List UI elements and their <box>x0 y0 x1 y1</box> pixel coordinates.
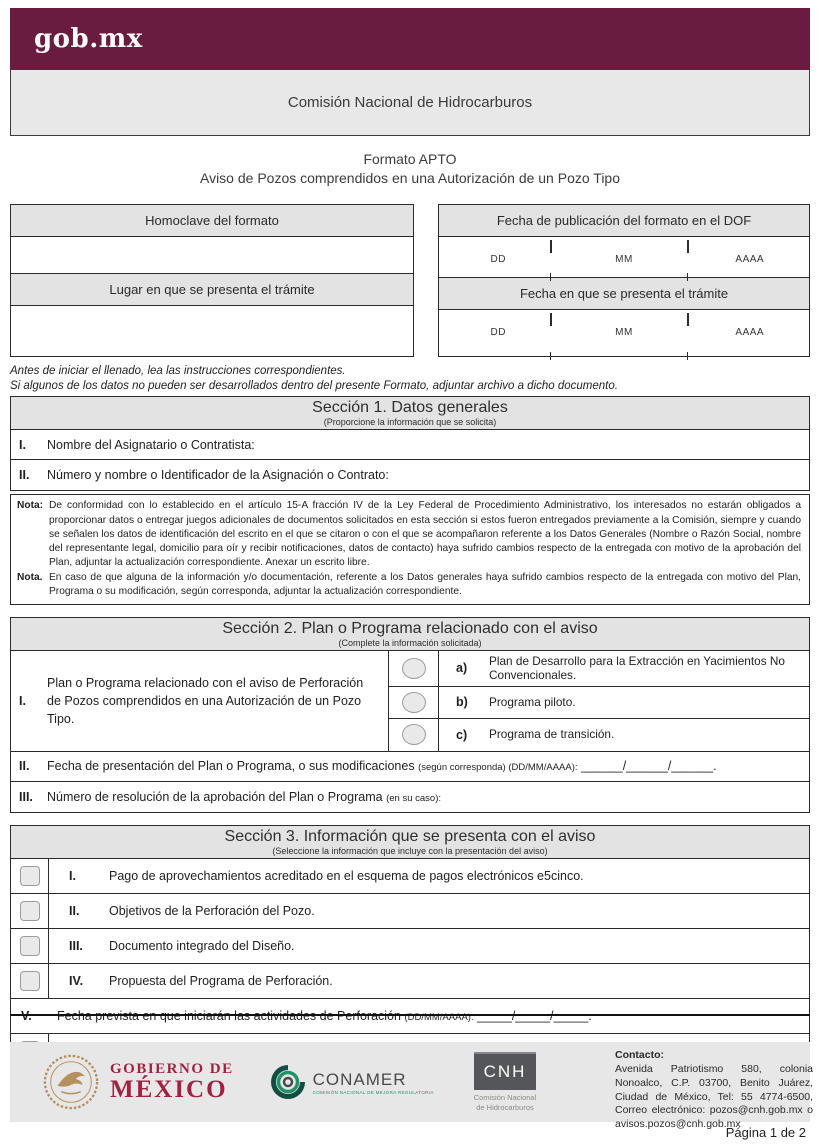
row-label: Documento integrado del Diseño. <box>109 938 295 953</box>
footer-divider <box>10 1014 810 1016</box>
mexico-eagle-seal-icon <box>42 1053 100 1111</box>
option-row-b <box>389 687 809 719</box>
section-1-notes <box>10 494 810 605</box>
section-1-row-numero[interactable] <box>11 460 809 490</box>
row-numeral: I. <box>69 868 76 883</box>
pre-fill-instructions <box>10 364 810 393</box>
checkbox-cell <box>11 859 49 893</box>
page-number: Página 1 de 2 <box>725 1125 806 1140</box>
option-label: Programa de transición. <box>489 727 615 742</box>
date-blank[interactable]: _____/_____/_____. <box>477 1008 592 1023</box>
section-1-title: Sección 1. Datos generales <box>312 399 508 417</box>
row-label: Pago de aprovechamientos acreditado en el esquema de pagos electrónicos e5cinco. <box>109 868 584 883</box>
date-separator <box>550 240 552 253</box>
row-numeral: II. <box>19 468 30 483</box>
section-2 <box>10 617 810 812</box>
section-1-header <box>11 397 809 430</box>
agency-bar <box>10 70 810 136</box>
section-2-row-resolucion[interactable] <box>11 782 809 812</box>
date-separator-stub <box>687 352 688 360</box>
cnh-box-icon: CNH <box>474 1052 536 1090</box>
form-title-line1: Formato APTO <box>363 151 457 167</box>
mm-label: MM <box>615 253 633 265</box>
lugar-header: Lugar en que se presenta el trámite <box>11 273 413 306</box>
mm-label: MM <box>615 326 633 338</box>
section-3-row-pago <box>11 859 809 894</box>
row-label-small: (según corresponda) (DD/MM/AAAA): <box>418 762 578 773</box>
checkbox-propuesta[interactable] <box>20 971 40 991</box>
row-numeral: IV. <box>69 973 84 988</box>
fecha-tramite-header: Fecha en que se presenta el trámite <box>439 277 809 310</box>
option-row-a <box>389 651 809 686</box>
section-2-plan-row <box>11 651 809 751</box>
homoclave-input[interactable] <box>11 237 413 273</box>
row-label-small: (DD/MM/AAAA): <box>404 1011 474 1023</box>
row-label: Fecha de presentación del Plan o Programa, o sus modificaciones (según corresponda) (DD/MM/AAAA): ______/______/______. <box>47 759 717 773</box>
lugar-input[interactable] <box>11 306 413 350</box>
form-title <box>10 150 810 188</box>
date-separator-stub <box>687 273 688 281</box>
contact-block <box>615 1049 813 1132</box>
radio-cell <box>389 719 439 751</box>
row-label: Fecha prevista en que iniciarán las actividades de Perforación (DD/MM/AAAA): _____/_____/_____. <box>57 1008 592 1023</box>
section-2-subtitle: (Complete la información solicitada) <box>338 638 482 649</box>
section-1-subtitle: (Proporcione la información que se solicita) <box>323 417 497 428</box>
note-label: Nota: <box>17 500 44 512</box>
date-separator <box>687 240 689 253</box>
date-separator-stub <box>550 352 551 360</box>
row-label: Plan o Programa relacionado con el aviso de Perforación de Pozos comprendidos en una Autorización de un Pozo Tipo. <box>47 675 364 726</box>
checkbox-cell <box>11 929 49 963</box>
radio-button-c[interactable] <box>402 724 426 745</box>
gobierno-de-mexico-wordmark: GOBIERNO DE MÉXICO <box>110 1061 234 1103</box>
radio-cell <box>389 651 439 685</box>
note-item <box>17 571 801 600</box>
date-blank[interactable]: ______/______/______. <box>581 759 717 773</box>
row-label: Número de resolución de la aprobación del Plan o Programa (en su caso): <box>47 789 442 804</box>
note-item <box>17 499 801 570</box>
conamer-logo <box>268 1062 434 1102</box>
row-label: Objetivos de la Perforación del Pozo. <box>109 903 315 918</box>
row-label-small: (en su caso): <box>386 792 442 804</box>
dd-label: DD <box>490 253 506 265</box>
gobmx-wordmark: gob.mx <box>34 24 143 54</box>
footer <box>10 1042 813 1131</box>
date-separator <box>550 313 552 326</box>
section-2-header <box>11 618 809 651</box>
fecha-dof-input[interactable] <box>439 237 809 277</box>
contact-text: Avenida Patriotismo 580, colonia Nonoalco, C.P. 03700, Benito Juárez, Ciudad de México, Tel: 55 4774-6500, Correo electrónico: pozos@cnh.gob.mx o avisos.pozos@cnh.gob.mx <box>615 1062 813 1131</box>
note-text: De conformidad con lo establecido en el artículo 15-A fracción IV de la Ley Federal de Procedimiento Administrativo, los interesados no estarán obligados a proporcionar datos o entregar juegos adicionales de documentos solicitados en esta sección si estos fueron entregados previamente a la Comisión, siempre y cuando se señalen los datos de identificación del escrito en el que se citaron o con el que se acompañaron referente a los Datos Generales (Nombre o Razón Social, nombre del representante legal, domicilio para oír y recibir notificaciones, datos de contacto) haya sufrido cambios respecto de la entregada con motivo de la aprobación del Plan, adjuntar la actualización correspondiente. Anexar un escrito libre. <box>49 500 801 569</box>
option-letter: a) <box>456 661 468 676</box>
checkbox-cell <box>11 894 49 928</box>
date-field-labels <box>439 327 809 338</box>
gobierno-de-mexico-logo <box>42 1053 234 1111</box>
date-field-labels <box>439 254 809 265</box>
row-numeral: II. <box>19 759 30 773</box>
note-text: En caso de que alguna de la información y/o documentación, referente a los Datos generales haya sufrido cambios respecto de la entregada con motivo del Plan, Programa o su modificación, según corresponda, adjuntar la actualización correspondiente. <box>49 571 801 597</box>
section-3-row-documento <box>11 929 809 964</box>
row-label: Nombre del Asignatario o Contratista: <box>47 437 255 452</box>
row-numeral: I. <box>19 437 26 452</box>
fechas-table <box>438 204 810 357</box>
section-1-row-nombre[interactable] <box>11 430 809 460</box>
note-label: Nota. <box>17 571 43 583</box>
conamer-rings-icon <box>268 1062 308 1102</box>
section-2-row-fecha[interactable] <box>11 752 809 782</box>
section-1 <box>10 396 810 491</box>
conamer-text: CONAMER COMISIÓN NACIONAL DE MEJORA REGULATORIA <box>312 1069 434 1095</box>
cnh-logo <box>474 1052 537 1113</box>
section-3-row-objetivos <box>11 894 809 929</box>
checkbox-pago[interactable] <box>20 866 40 886</box>
fecha-tramite-input[interactable] <box>439 310 809 356</box>
date-separator-stub <box>550 273 551 281</box>
info-boxes-row <box>10 204 810 357</box>
option-label: Plan de Desarrollo para la Extracción en Yacimientos No Convencionales. <box>489 654 785 683</box>
plan-options <box>389 651 809 750</box>
radio-button-b[interactable] <box>402 692 426 713</box>
checkbox-documento[interactable] <box>20 936 40 956</box>
row-numeral: II. <box>69 903 80 918</box>
plan-question <box>11 651 389 750</box>
checkbox-cell <box>11 964 49 998</box>
contact-label: Contacto: <box>615 1049 664 1061</box>
section-2-title: Sección 2. Plan o Programa relacionado con el aviso <box>222 620 598 638</box>
radio-cell <box>389 687 439 718</box>
dd-label: DD <box>490 326 506 338</box>
row-numeral: V. <box>21 1008 32 1023</box>
section-3-row-propuesta <box>11 964 809 999</box>
gobmx-header-bar <box>10 8 810 70</box>
section-3-title: Sección 3. Información que se presenta con el aviso <box>224 827 596 845</box>
section-3 <box>10 825 810 1070</box>
instruction-line1: Antes de iniciar el llenado, lea las instrucciones correspondientes. <box>10 364 346 377</box>
homoclave-table <box>10 204 414 357</box>
option-label: Programa piloto. <box>489 694 576 709</box>
instruction-line2: Si algunos de los datos no pueden ser desarrollados dentro del presente Formato, adjuntar archivo a dicho documento. <box>10 379 618 392</box>
cnh-caption: Comisión Nacional de Hidrocarburos <box>473 1092 537 1112</box>
option-letter: b) <box>456 695 468 709</box>
section-3-subtitle: (Seleccione la información que incluye con la presentación del aviso) <box>272 845 548 856</box>
agency-name: Comisión Nacional de Hidrocarburos <box>287 94 533 111</box>
homoclave-header: Homoclave del formato <box>11 205 413 237</box>
row-numeral: III. <box>69 938 83 953</box>
section-3-header <box>11 826 809 859</box>
section-3-row-fecha-prevista[interactable] <box>11 999 809 1034</box>
fecha-dof-header: Fecha de publicación del formato en el DOF <box>439 205 809 237</box>
aaaa-label: AAAA <box>735 326 765 338</box>
row-numeral: III. <box>19 789 33 804</box>
form-title-line2: Aviso de Pozos comprendidos en una Autorización de un Pozo Tipo <box>199 169 620 186</box>
radio-button-a[interactable] <box>402 658 426 679</box>
option-letter: c) <box>456 727 468 742</box>
row-label: Número y nombre o Identificador de la Asignación o Contrato: <box>47 468 389 483</box>
row-numeral: I. <box>19 693 26 708</box>
row-label: Propuesta del Programa de Perforación. <box>109 973 333 988</box>
aaaa-label: AAAA <box>735 253 765 265</box>
option-row-c <box>389 719 809 751</box>
date-separator <box>687 313 689 326</box>
checkbox-objetivos[interactable] <box>20 901 40 921</box>
